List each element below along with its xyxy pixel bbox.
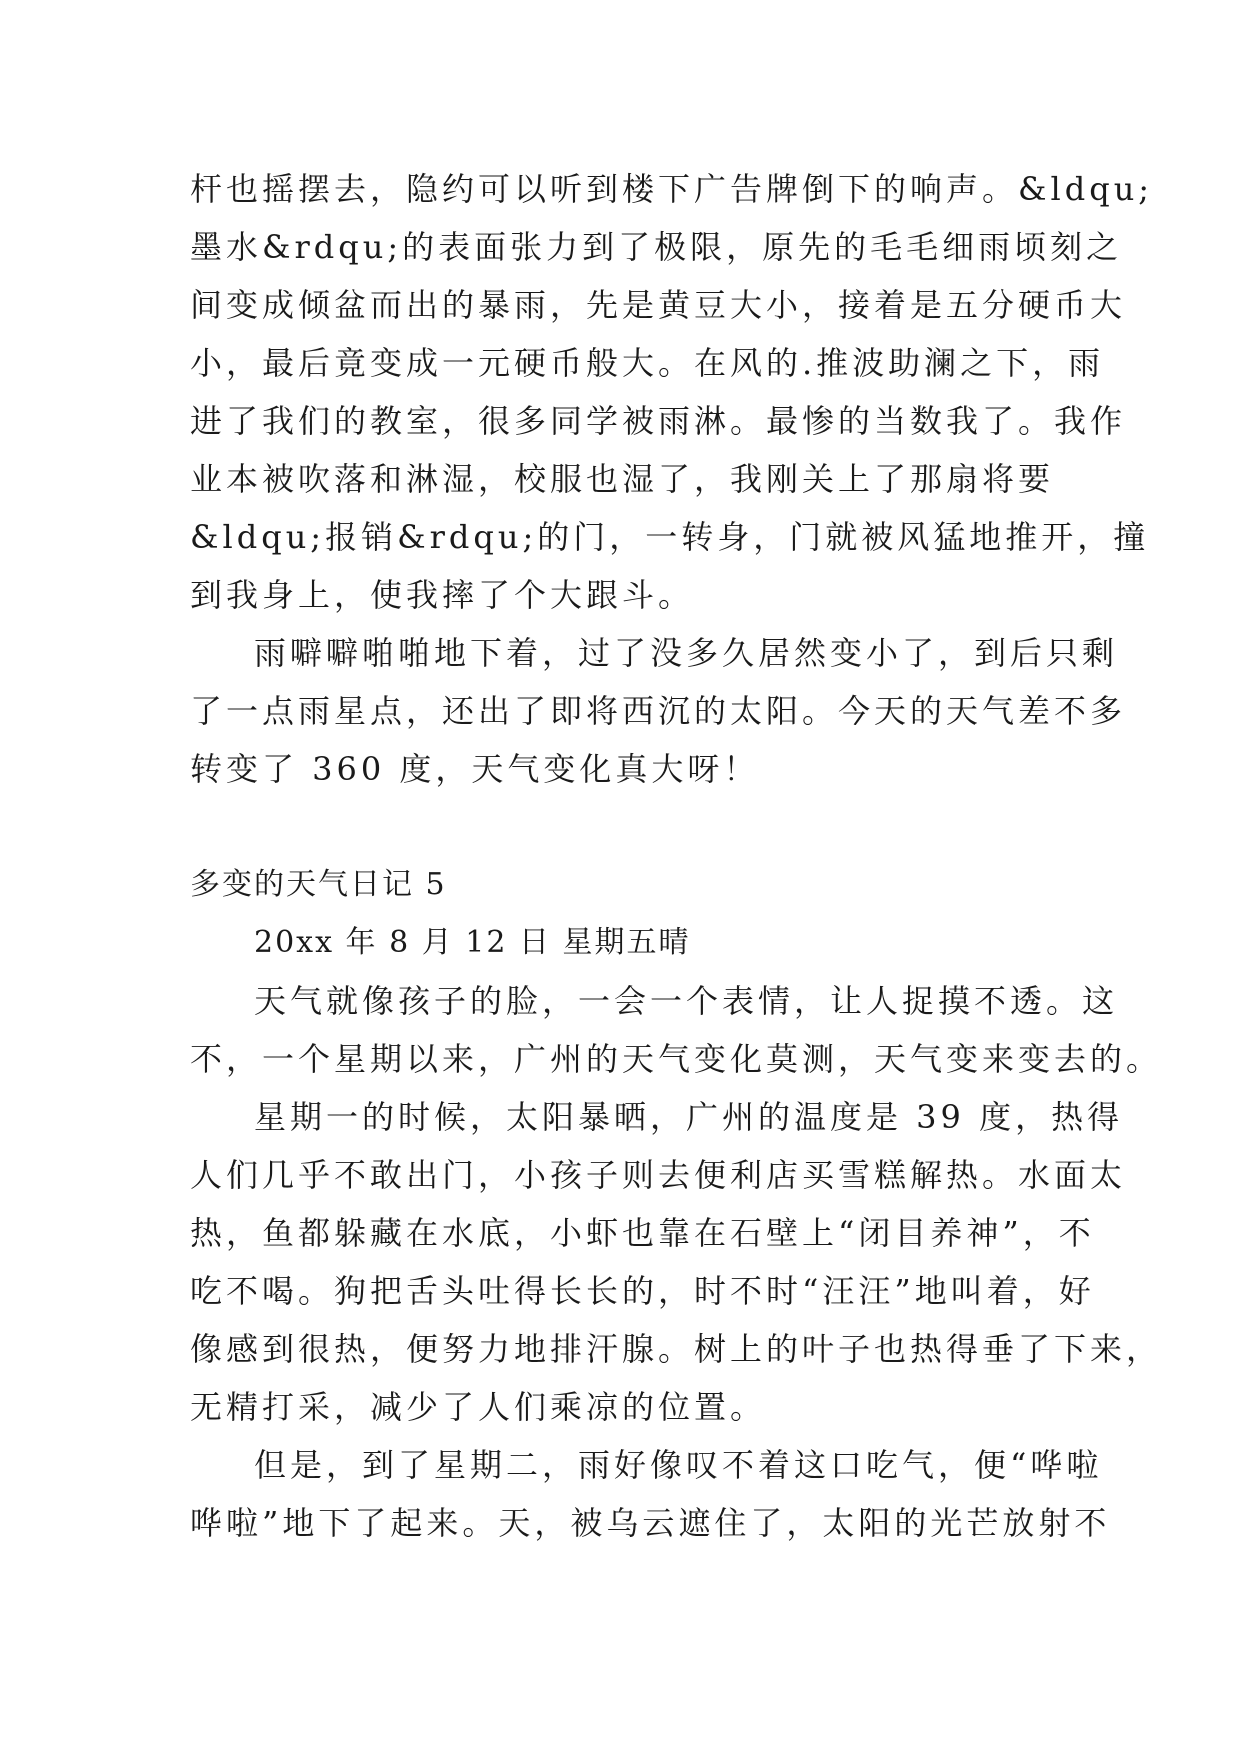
section-spacer	[190, 798, 1050, 856]
text-line: 墨水&rdqu;的表面张力到了极限，原先的毛毛细雨顷刻之	[190, 228, 1123, 266]
text-line: 间变成倾盆而出的暴雨，先是黄豆大小，接着是五分硬币大	[190, 286, 1127, 324]
text-line: 哗啦”地下了起来。天，被乌云遮住了，太阳的光芒放射不	[190, 1504, 1111, 1542]
text-line: 热，鱼都躲藏在水底，小虾也靠在石壁上“闭目养神”，不	[190, 1214, 1095, 1252]
paragraph	[190, 1088, 1163, 1436]
text-line: 星期一的时候，太阳暴晒，广州的温度是 39 度，热得	[254, 1098, 1124, 1136]
text-line: 转变了 360 度，天气变化真大呀！	[190, 750, 760, 788]
text-line: 像感到很热，便努力地排汗腺。树上的叶子也热得垂了下来，	[190, 1330, 1163, 1368]
paragraph	[190, 1436, 1111, 1552]
paragraph	[190, 160, 1154, 624]
text-line: 不，一个星期以来，广州的天气变化莫测，天气变来变去的。	[190, 1040, 1163, 1078]
text-line: 但是，到了星期二，雨好像叹不着这口吃气，便“哗啦	[254, 1446, 1103, 1484]
text-line: 吃不喝。狗把舌头吐得长长的，时不时“汪汪”地叫着，好	[190, 1272, 1095, 1310]
text-line: 业本被吹落和淋湿，校服也湿了，我刚关上了那扇将要	[190, 460, 1055, 498]
text-line: 雨噼噼啪啪地下着，过了没多久居然变小了，到后只剩	[254, 634, 1119, 672]
text-line: 杆也摇摆去，隐约可以听到楼下广告牌倒下的响声。&ldqu;	[190, 170, 1154, 208]
dateline: 20xx 年 8 月 12 日 星期五晴	[254, 925, 691, 960]
text-line: 天气就像孩子的脸，一会一个表情，让人捉摸不透。这	[254, 982, 1119, 1020]
text-line: 进了我们的教室，很多同学被雨淋。最惨的当数我了。我作	[190, 402, 1127, 440]
paragraph	[190, 972, 1163, 1088]
text-line: 无精打采，减少了人们乘凉的位置。	[190, 1388, 767, 1426]
section-title: 多变的天气日记 5	[190, 867, 447, 902]
text-line: 了一点雨星点，还出了即将西沉的太阳。今天的天气差不多	[190, 692, 1127, 730]
text-line: 到我身上，使我摔了个大跟斗。	[190, 576, 695, 614]
paragraph	[190, 624, 1127, 798]
text-line: &ldqu;报销&rdqu;的门，一转身，门就被风猛地推开，撞	[190, 518, 1150, 556]
document-page	[190, 160, 1163, 1552]
text-line: 小，最后竟变成一元硬币般大。在风的.推波助澜之下，雨	[190, 344, 1105, 382]
text-line: 人们几乎不敢出门，小孩子则去便利店买雪糕解热。水面太	[190, 1156, 1127, 1194]
